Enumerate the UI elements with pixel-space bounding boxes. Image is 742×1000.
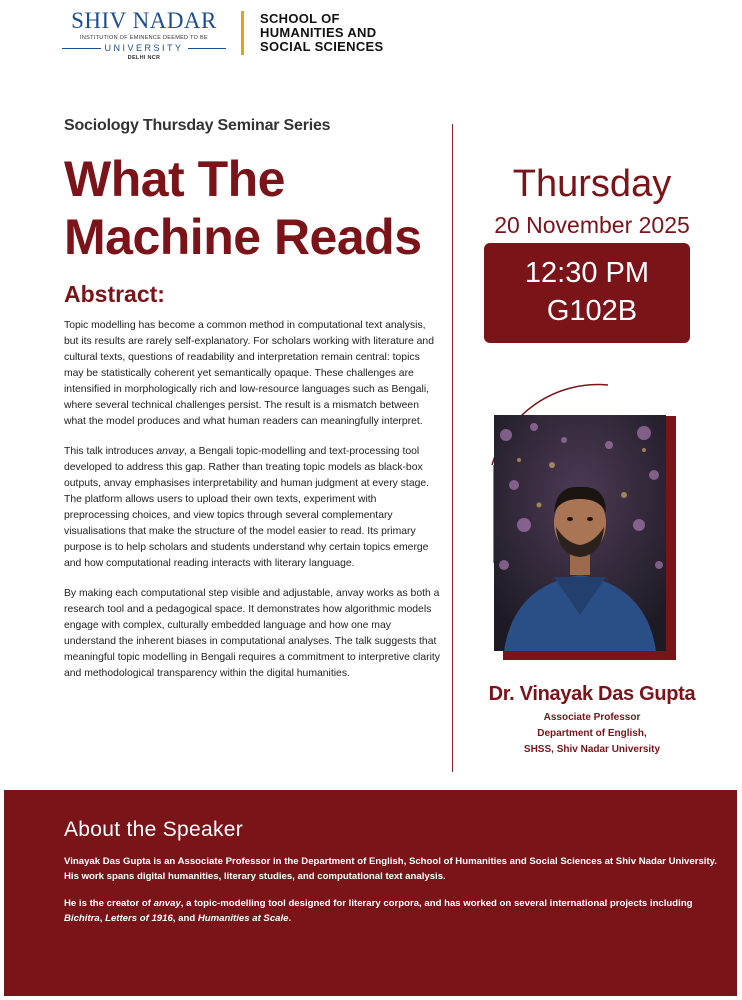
event-day: Thursday xyxy=(512,163,672,205)
abstract-text: , a Bengali topic-modelling and text-processing tool developed to address this gap. Rather than treating topic models as black-box outputs, anvay emphasises interpretability and human judgment at every stage. The platform allows users to upload their own texts, experiment with preprocessing choices, and view topics through several complementary visualisations that make the structure of the model easier to read. Its primary purpose is to help scholars and students understand why certain topics emerge and how computational reading interacts with literary language. xyxy=(64,446,430,569)
abstract-heading: Abstract: xyxy=(64,281,165,307)
speaker-institution: SHSS, Shiv Nadar University xyxy=(523,744,661,755)
school-name xyxy=(260,12,383,54)
abstract-body xyxy=(64,318,440,696)
about-heading: About the Speaker xyxy=(64,818,244,841)
column-divider xyxy=(452,124,453,772)
tool-name: anvay xyxy=(153,898,181,909)
about-paragraph-2 xyxy=(64,896,724,926)
event-title-line1: What The xyxy=(64,151,285,207)
speaker-photo-image xyxy=(494,415,666,651)
speaker-title: Associate Professor xyxy=(543,712,641,723)
event-room: G102B xyxy=(546,295,638,327)
logo-rule-left xyxy=(62,48,101,49)
university-logo xyxy=(62,8,226,62)
university-tagline: INSTITUTION OF EMINENCE DEEMED TO BE xyxy=(80,35,208,41)
about-body xyxy=(64,854,724,938)
university-name: SHIV NADAR xyxy=(71,8,217,33)
university-word: UNIVERSITY xyxy=(104,43,184,53)
about-text: , a topic-modelling tool designed for literary corpora, and has worked on several international projects including xyxy=(180,898,693,909)
about-paragraph-1: Vinayak Das Gupta is an Associate Professor in the Department of English, School of Humanities and Social Sciences at Shiv Nadar University. His work spans digital humanities, literary studies, and computational text analysis. xyxy=(64,856,717,882)
university-word-row xyxy=(62,43,226,54)
speaker-name: Dr. Vinayak Das Gupta xyxy=(488,683,696,705)
school-name-line2: HUMANITIES AND xyxy=(260,25,377,40)
header-divider xyxy=(241,11,244,55)
abstract-paragraph-2 xyxy=(64,444,440,572)
about-text: , and xyxy=(172,913,198,924)
tool-name: anvay xyxy=(156,446,185,457)
school-name-line3: SOCIAL SCIENCES xyxy=(260,39,384,54)
about-text: He is the creator of xyxy=(64,898,154,909)
event-title-line2: Machine Reads xyxy=(64,209,422,265)
about-text: . xyxy=(288,913,292,924)
project-name: Letters of 1916 xyxy=(105,913,173,924)
about-text: , xyxy=(99,913,106,924)
logo-rule-right xyxy=(188,48,227,49)
seminar-series: Sociology Thursday Seminar Series xyxy=(64,117,331,134)
project-name: Bichitra xyxy=(64,913,100,924)
project-name: Humanities at Scale xyxy=(197,913,289,924)
event-date: 20 November 2025 xyxy=(494,212,690,238)
event-time: 12:30 PM xyxy=(524,257,650,289)
speaker-affiliation xyxy=(462,710,722,758)
speaker-photo xyxy=(494,415,666,651)
abstract-paragraph-1: Topic modelling has become a common method in computational text analysis, but its results are rarely self-explanatory. For scholars working with literature and cultural texts, questions of readability and interpretation remain central: topics may be statistically coherent yet semantically opaque. These challenges are intensified in morphologically rich and low-resource languages such as Bengali, where several technical challenges persist. The result is a mismatch between what the model produces and what human readers can meaningfully interpret. xyxy=(64,320,434,427)
abstract-paragraph-3: By making each computational step visible and adjustable, anvay works as both a research tool and a pedagogical space. It demonstrates how algorithmic models engage with complex, culturally embedded language and how one may understand the inherent biases in computational analyses. The talk suggests that meaningful topic modelling in Bengali requires a commitment to interpretive clarity and methodological transparency within the digital humanities. xyxy=(64,588,440,679)
school-name-line1: SCHOOL OF xyxy=(260,11,340,26)
time-venue-box xyxy=(484,243,690,343)
event-title xyxy=(64,150,454,266)
abstract-text: This talk introduces xyxy=(64,446,157,457)
university-location: DELHI NCR xyxy=(127,55,161,61)
about-speaker-section xyxy=(4,790,737,996)
speaker-department: Department of English, xyxy=(537,728,647,739)
